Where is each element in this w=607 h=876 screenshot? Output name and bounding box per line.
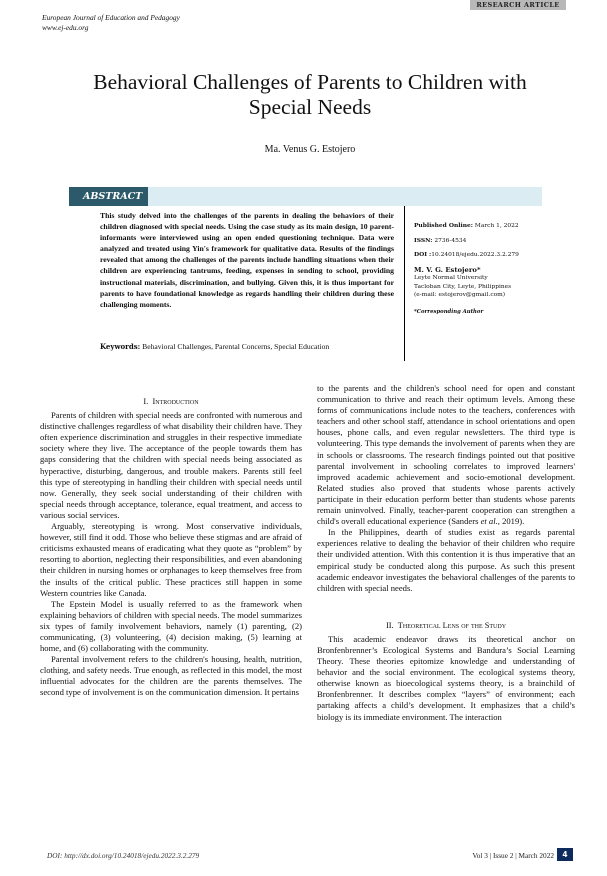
section-number: II. [385, 620, 394, 630]
published-row [414, 222, 604, 229]
section-title: Theoretical Lens of the Study [397, 620, 507, 630]
doi-row [414, 251, 604, 258]
published-date: March 1, 2022 [474, 223, 519, 229]
paragraph: This academic endeavor draws its theoretical anchor on Bronfenbrenner’s Ecological Systems and Bandura’s Social Learning Theory. These theories epitomize knowledge and understanding of behavior and the social environment. The ecological systems theory, otherwise known as bioecological systems theory, is a brainchild of Bronfenbrenner. It describes complex “layers” of environment; each partaking affects a child’s development. It emphasizes that a child’s biology is its immediate environment. The interaction [317, 633, 575, 722]
paragraph-text: to the parents and the children's school need for open and constant communication to thrive and reach their optimum levels. Among these forms of communications include notes to the teachers, conferences with teachers and other school staff, attendance in school orientations and open houses, phone calls, and even regular newsletters. The third type is volunteering. This type demands the involvement of parents when they are in schools or classrooms. The research findings pointed out that positive parental involvement in schooling correlates to improved learners' improved academic achievement and socio-emotional development. Related studies also proved that students whose parents actively participate in their education perform better than students whose parents remain uninvolved. Finally, teacher-parent cooperation can strengthen a child's overall educational experience (Sanders [317, 383, 575, 527]
research-article-badge: RESEARCH ARTICLE [470, 0, 566, 10]
keywords [100, 342, 329, 351]
location: Tacloban City, Leyte, Philippines [414, 283, 512, 290]
author-info [414, 266, 604, 300]
issn-label: ISSN: [414, 236, 433, 244]
issn-value: 2736-4534 [434, 237, 467, 244]
corresponding-author-note: *Corresponding Author [414, 308, 484, 315]
right-column [317, 383, 575, 723]
paragraph [317, 383, 575, 527]
section-title: Introduction [152, 397, 199, 406]
citation-end: , 2019). [497, 516, 525, 527]
published-label: Published Online: [414, 222, 473, 229]
keywords-label: Keywords: [100, 342, 141, 351]
footer-volume-issue: Vol 3 | Issue 2 | March 2022 [472, 851, 554, 860]
paper-title: Behavioral Challenges of Parents to Children with Special Needs [93, 70, 527, 119]
citation-etal: et al. [480, 516, 498, 527]
section-number: I. [143, 397, 149, 406]
left-column [40, 396, 302, 699]
section-heading-theoretical-lens [317, 620, 575, 631]
paragraph: The Epstein Model is usually referred to as the framework when explaining behaviors of children with special needs. The model summarizes six types of family involvement behaviors, namely (1) parenting, (2) communicating, (3) volunteering, (4) decision making, (5) learning at home, and (6) collaborating with the community. [40, 598, 302, 654]
paragraph: Parental involvement refers to the children's housing, health, nutrition, clothing, and safety needs. True enough, as reflected in this model, the most influential advocates for the children are the parents themselves. The second type of involvement is on the communication dimension. It pertains [40, 654, 302, 698]
section-heading-introduction [40, 396, 302, 407]
paragraph: In the Philippines, dearth of studies exist as regards parental experiences relative to dealing the behavior of their children who require their undivided attention. With this contention it is thus imperative that an empirical study be conducted along this purpose. As such this present academic endeavor investigates the behavioral challenges of the parents to children with special needs. [317, 527, 575, 593]
author-name: Ma. Venus G. Estojero [264, 144, 356, 155]
journal-url[interactable]: www.ej-edu.org [42, 23, 89, 32]
doi-value[interactable]: 10.24018/ejedu.2022.3.2.279 [431, 252, 519, 258]
abstract-text: This study delved into the challenges of the parents in dealing the behaviors of their children diagnosed with special needs. Using the case study as its main design, 10 parent-informants were interviewed using an open ended questioning technique. Data were analyzed and treated using Yin's framework for qualitative data. Results of the findings revealed that among the challenges of the parents include handling situations when their children are experiencing tantrums, feeding, expenses in sending to school, providing instructional materials, discrimination, and bullying. Given this, it is thus important for parents to have foundational knowledge as regards handling their children during these challenging moments. [100, 211, 394, 309]
article-metadata [414, 222, 604, 315]
journal-name: European Journal of Education and Pedagogy [42, 13, 180, 22]
paragraph: Arguably, stereotyping is wrong. Most conservative individuals, however, still find it odd. Those who believe these stigmas and are afraid of criticisms exhausted means of eradicating what they quote as “problem” by resorting to abortion, neglecting their responsibilities, and even abandoning their children in nursing homes or orphanages to keep themselves free from the insults of the critical public. These practices still happen in some Western countries like Canada. [40, 521, 302, 598]
footer-doi-link[interactable]: DOI: http://dx.doi.org/10.24018/ejedu.2022.3.2.279 [47, 851, 200, 860]
issn-row [414, 237, 604, 244]
page-number: 4 [557, 848, 573, 861]
abstract-label: ABSTRACT [69, 187, 148, 206]
paragraph: Parents of children with special needs are confronted with numerous and distinctive challenges regardless of what disability their children have. They often experience discrimination and struggles in their respective immediate society where they live. The acceptance of the people towards them has gaps considering that the children with special needs being associated as hyperactive, disturbing, dangerous, and trouble makers. Parents still feel this type of stereotyping in handling their children with special needs until now. Generally, they seek social understanding of their children with special needs through acceptance, tolerance, equal treatment, and access to various social services. [40, 410, 302, 520]
author-email[interactable]: (e-mail: estojerov@gmail.com) [414, 292, 506, 298]
doi-label: DOI : [414, 251, 432, 258]
keywords-list: Behavioral Challenges, Parental Concerns, Special Education [142, 342, 330, 351]
abstract-divider [404, 206, 405, 361]
journal-header [42, 13, 180, 33]
affiliation: Leyte Normal University [414, 275, 488, 281]
author-short: M. V. G. Estojero* [414, 265, 481, 274]
